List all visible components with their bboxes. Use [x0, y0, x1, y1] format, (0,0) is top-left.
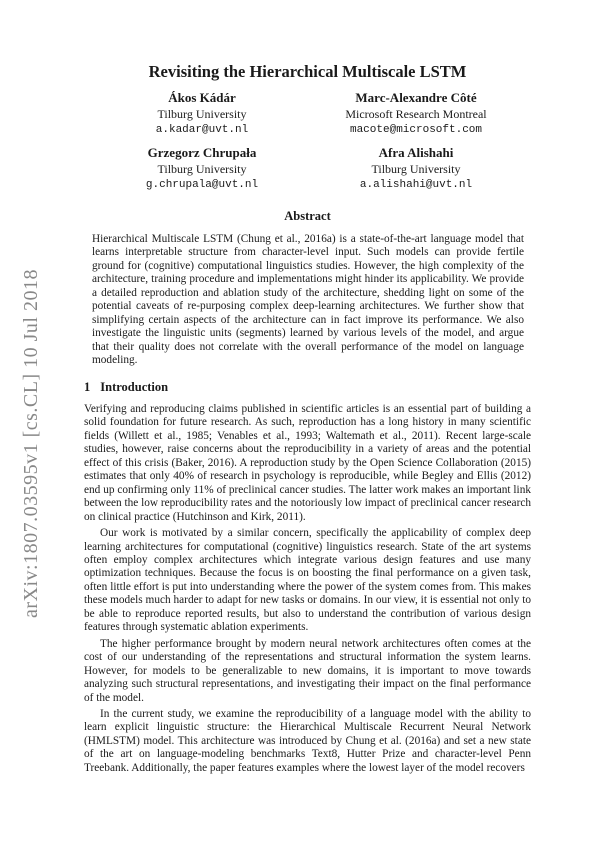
- author-name: Ákos Kádár: [168, 90, 236, 105]
- section-title: Introduction: [100, 380, 169, 394]
- author-block: [102, 90, 302, 138]
- author-email: a.alishahi@uvt.nl: [359, 179, 473, 191]
- arxiv-identifier: arXiv:1807.03595v1 [cs.CL] 10 Jul 2018: [20, 269, 42, 618]
- author-email: g.chrupala@uvt.nl: [145, 179, 259, 191]
- paragraph: The higher performance brought by modern neural network architectures often comes at the cost of our understanding of the representations and structural information the system learns. However, for models to be generalizable to new domains, it is important to move towards analyzing such structural representations, and investigating their impact on the final performance of the model.: [84, 637, 531, 704]
- paragraph: In the current study, we examine the reproducibility of a language model with the ability to learn explicit linguistic structure: the Hierarchical Multiscale Recurrent Neural Network (HMLSTM) model. This architecture was introduced by Chung et al. (2016a) and set a new state of the art on language-modeling benchmarks Text8, Hutter Prize and character-level Penn Treebank. Additionally, the paper features examples where the lowest layer of the model recovers: [84, 707, 531, 774]
- section-body: [84, 403, 531, 775]
- author-affiliation: Tilburg University: [157, 107, 247, 121]
- author-name: Afra Alishahi: [378, 145, 454, 160]
- author-affiliation: Tilburg University: [371, 162, 461, 176]
- author-email: a.kadar@uvt.nl: [155, 124, 249, 136]
- author-block: [102, 145, 302, 193]
- author-block: [316, 90, 516, 138]
- author-affiliation: Tilburg University: [157, 162, 247, 176]
- section-heading: [84, 380, 168, 395]
- abstract-text: Hierarchical Multiscale LSTM (Chung et al., 2016a) is a state-of-the-art language model that learns interpretable structure from character-level input. Such models can provide fertile ground for (cognitive) computational linguistics studies. However, the high complexity of the architecture, training procedure and implementations might hinder its applicability. We provide a detailed reproduction and ablation study of the architecture, shedding light on some of the potential caveats of re-purposing complex deep-learning architectures. We further show that simplifying certain aspects of the architecture can in fact improve its performance. We also investigate the linguistic units (segments) learned by various levels of the model, and argue that their quality does not correlate with the overall performance of the model on language modeling.: [92, 233, 524, 367]
- author-block: [316, 145, 516, 193]
- paragraph: Our work is motivated by a similar concern, specifically the applicability of complex deep learning architectures for computational (cognitive) linguistics research. State of the art systems often employ complex architectures which integrate various design features and use many optimization techniques. Because the focus is on boosting the final performance on a given task, often little effort is put into understanding where the power of the system comes from. This makes these models much harder to adapt for new tasks or domains. In our view, it is essential not only to be able to reproduce reported results, but also to understand the contribution of various design features through systematic ablation experiments.: [84, 527, 531, 634]
- author-name: Grzegorz Chrupała: [147, 145, 257, 160]
- abstract-heading: Abstract: [284, 209, 331, 223]
- author-affiliation: Microsoft Research Montreal: [345, 107, 487, 121]
- author-email: macote@microsoft.com: [349, 124, 483, 136]
- paper-title: Revisiting the Hierarchical Multiscale LSTM: [148, 62, 467, 81]
- section-number: 1: [84, 380, 91, 394]
- paragraph: Verifying and reproducing claims published in scientific articles is an essential part of building a solid foundation for future research. As such, reproduction has a long history in many scientific fields (Willett et al., 1985; Venables et al., 1993; Waltemath et al., 2011). Recent large-scale studies, however, raise concerns about the reproducibility in a variety of areas and the potential effect of this crisis (Baker, 2016). A reproduction study by the Open Science Collaboration (2015) estimates that only 40% of research in psychology is reproducible, while Begley and Ellis (2012) end up confirming only 11% of preclinical cancer studies. The latter work makes an important link between the low reproducibility rates and the notoriously low impact of preclinical cancer research on clinical practice (Hutchinson and Kirk, 2011).: [84, 403, 531, 523]
- author-name: Marc-Alexandre Côté: [355, 90, 477, 105]
